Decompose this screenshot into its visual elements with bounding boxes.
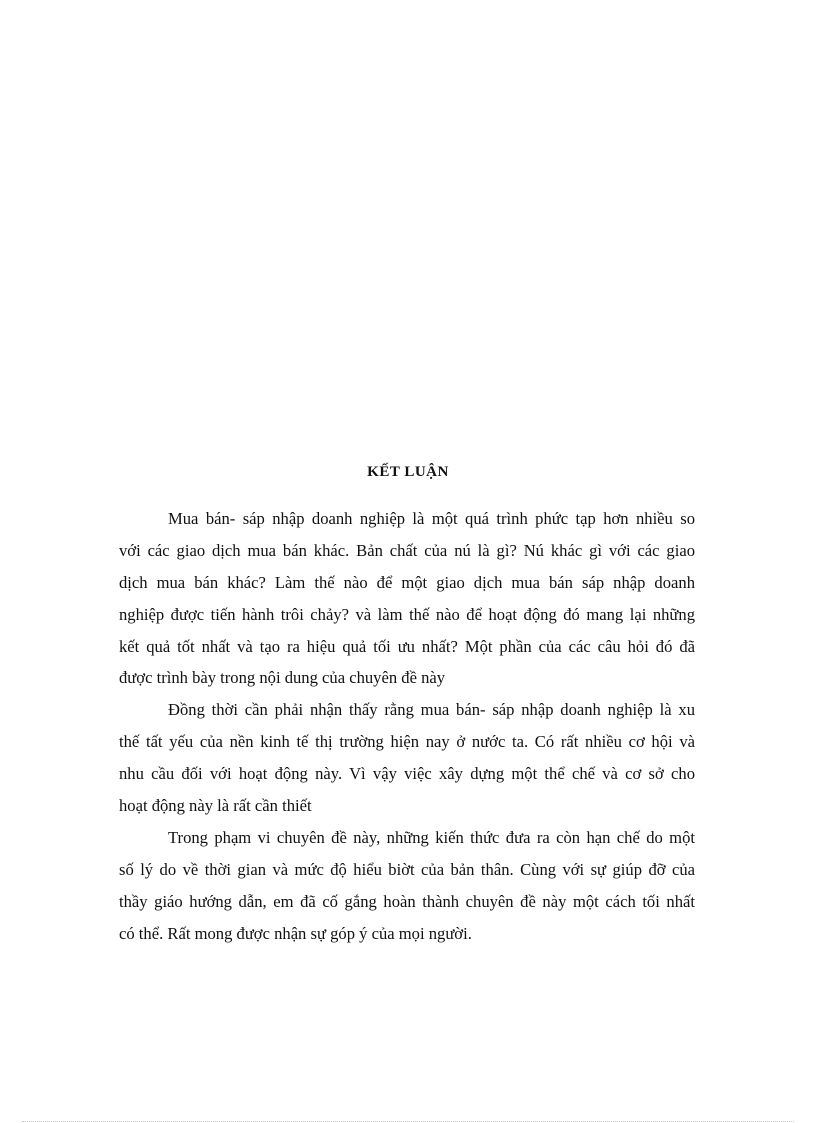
paragraph-2-line: thế tất yếu của nền kinh tế thị trường hiện nay ở nước ta. Có rất nhiều cơ hội và <box>119 732 695 752</box>
paragraph-3-line: thầy giáo hướng dẫn, em đã cố gắng hoàn thành chuyên đề này một cách tối nhất <box>119 891 695 911</box>
page-bottom-divider <box>22 1121 794 1122</box>
paragraph-2-line: hoạt động này là rất cần thiết <box>119 796 312 816</box>
paragraph-2-line: Đồng thời cần phải nhận thấy rằng mua bán- sáp nhập doanh nghiệp là xu <box>168 700 695 720</box>
paragraph-2-line: nhu cầu đối với hoạt động này. Vì vậy việc xây dựng một thể chế và cơ sở cho <box>119 764 695 784</box>
document-body <box>119 503 695 949</box>
paragraph-1-line: Mua bán- sáp nhập doanh nghiệp là một quá trình phức tạp hơn nhiều so <box>168 509 695 528</box>
paragraph-3-line: có thể. Rất mong được nhận sự góp ý của mọi người. <box>119 923 472 943</box>
paragraph-1-line: kết quả tốt nhất và tạo ra hiệu quả tối ưu nhất? Một phần của các câu hỏi đó đã <box>119 636 695 656</box>
paragraph-1-line: nghiệp được tiến hành trôi chảy? và làm thế nào để hoạt động đó mang lại những <box>119 604 695 624</box>
paragraph-1-line: với các giao dịch mua bán khác. Bản chất của nú là gì? Nú khác gì với các giao <box>119 540 695 560</box>
page-title: KẾT LUẬN <box>367 464 449 480</box>
paragraph-3-line: số lý do về thời gian và mức độ hiểu biờt của bản thân. Cùng với sự giúp đỡ của <box>119 859 695 879</box>
paragraph-3-line: Trong phạm vi chuyên đề này, những kiến thức đưa ra còn hạn chế do một <box>168 827 695 847</box>
paragraph-1-line: dịch mua bán khác? Làm thế nào để một giao dịch mua bán sáp nhập doanh <box>119 572 695 592</box>
paragraph-1-line: được trình bày trong nội dung của chuyên đề này <box>119 668 446 688</box>
